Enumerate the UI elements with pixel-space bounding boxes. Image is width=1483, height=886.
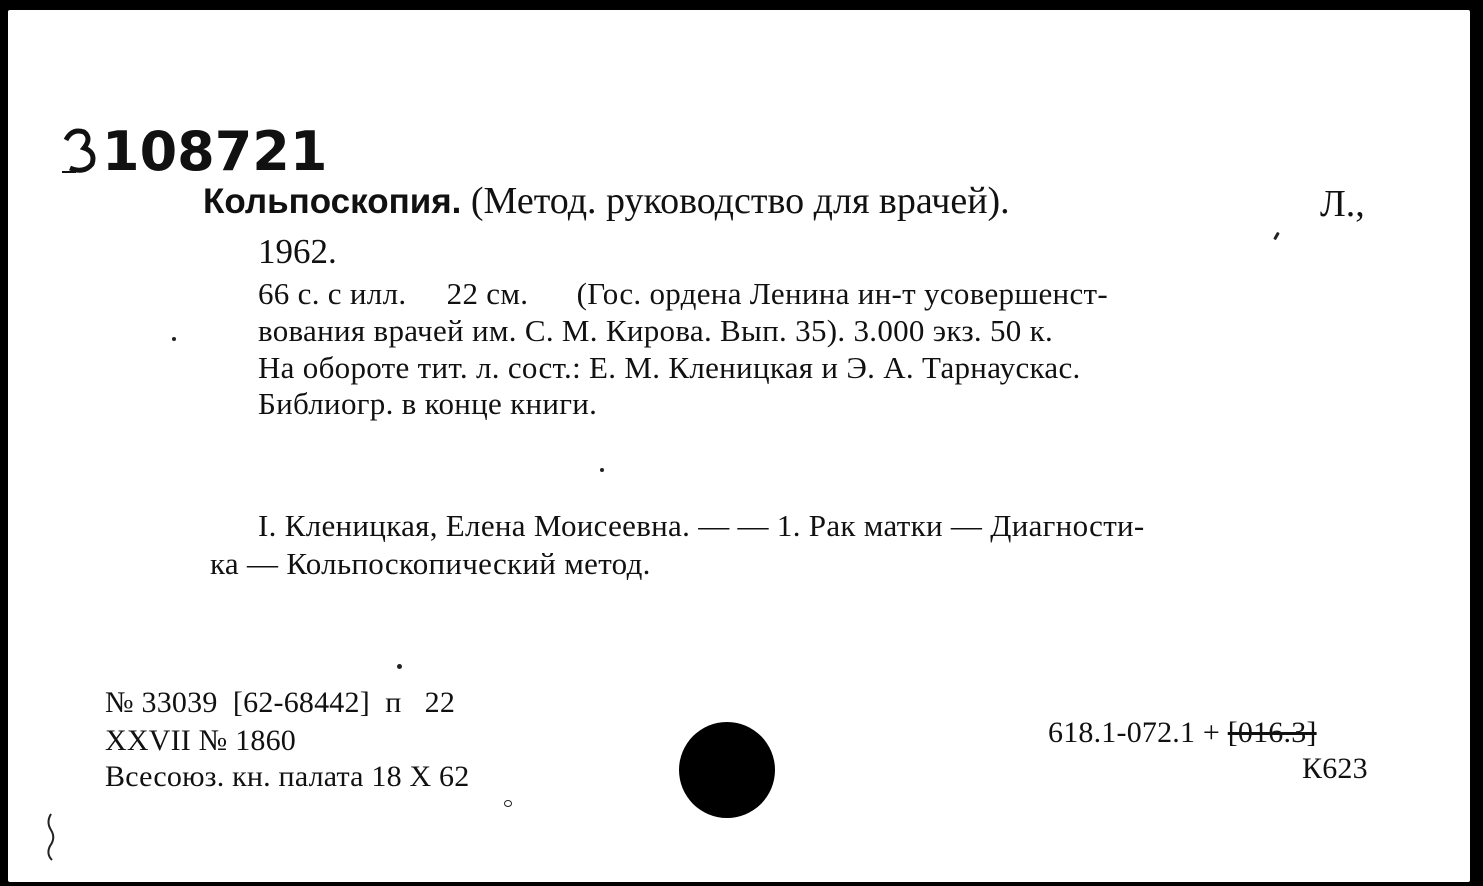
punch-hole [679, 722, 775, 818]
publication-place: Л., [1320, 183, 1365, 225]
publication-year: 1962. [258, 232, 337, 271]
subject-heading-line: ка — Кольпоскопический метод. [210, 546, 651, 581]
title-line [203, 182, 1010, 220]
description-line: вования врачей им. С. М. Кирова. Вып. 35). 3.000 экз. 50 к. [258, 313, 1054, 348]
title-rest: (Метод. руководство для врачей). [470, 180, 1010, 222]
imprint-line: XXVII № 1860 [105, 724, 296, 757]
speck [397, 664, 402, 669]
imprint-line: № 33039 [62-68442] п 22 [105, 686, 456, 719]
udc-code [1048, 718, 1317, 748]
speck [600, 468, 604, 472]
subject-heading-line: I. Кленицкая, Елена Моисеевна. — — 1. Рак матки — Диагности- [258, 508, 1145, 543]
title-main: Кольпоскопия. [203, 182, 462, 221]
speck [504, 800, 512, 807]
handwritten-number-text: 108721 [102, 120, 328, 183]
description-line: Библиогр. в конце книги. [258, 386, 598, 421]
udc-prefix: 618.1-072.1 + [1048, 716, 1228, 749]
call-number: К623 [1302, 752, 1368, 785]
margin-mark [44, 812, 58, 862]
handwritten-number [62, 118, 328, 183]
udc-struck: [016.3] [1227, 716, 1317, 749]
description-line: На обороте тит. л. сост.: Е. М. Кленицкая и Э. А. Тарнаускас. [258, 350, 1081, 385]
description-line: 66 с. с илл. 22 см. (Гос. ордена Ленина ин-т усовершенст- [258, 276, 1108, 311]
speck [172, 337, 176, 341]
imprint-line: Всесоюз. кн. палата 18 X 62 [105, 760, 470, 793]
